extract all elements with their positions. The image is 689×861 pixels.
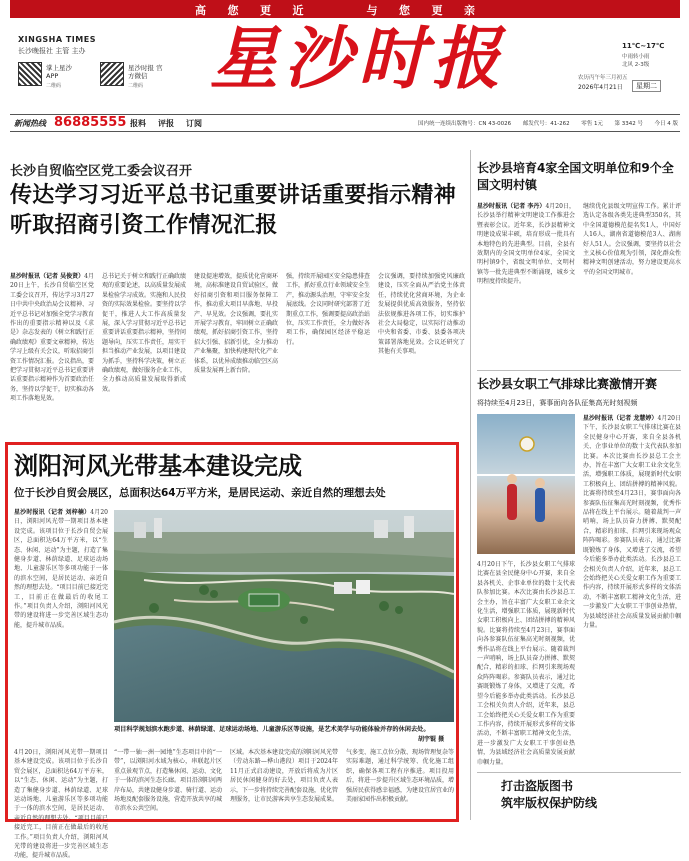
feature-photo	[114, 510, 454, 722]
lead-body	[10, 272, 465, 428]
paper-name-en: XINGSHA TIMES	[18, 35, 96, 44]
weekday: 星期二	[632, 80, 661, 92]
lead-column-2: 总书记关于树立和践行正确政绩观的重要论述，以高质量发展成果检验学习成效。实施和人民投资的实际效果检验。要坚持以学促干，推进人大工作高质量发展，深入学习贯彻习近平总书记重要讲话重要指示精神，坚持问题导向，压实工作责任，用实干担当推动产业发展，以项目建设为抓手，坚持科学决策，树立正确政绩观，做好服务企业工作，全力推动高质量发展取得新成效。	[102, 273, 187, 393]
slogan-char: 更	[431, 4, 443, 17]
lead-column-5: 会议强调，要持续加强党风廉政建设，压实全面从严治党主体责任，持续优化营商环境，为企业发展提供优质高效服务，坚持依法依规推进各项工作，切实维护社会大局稳定，以实际行动推动中央和省委、市委、县委各项决策部署落地见效。会议还研究了其他有关事项。	[378, 273, 465, 356]
right-story-1-headline: 长沙县培育4家全国文明单位和9个全国文明村镇	[477, 161, 674, 192]
feature-column-4: 气多变、施工点位分散、现场管理复杂等实际难题，通过科学统筹、优化施工组织，确保各项工程有序推进。项目投用后，将进一步提升区域生态环境品质，增强居民获得感幸福感，为建设宜居宜业的美丽家园作出积极贡献。	[346, 749, 455, 804]
bottom-right-headline-1: 打击盗版图书	[501, 779, 574, 793]
feature-intro	[14, 508, 108, 746]
wechat-label: 星沙时报 官方微信	[128, 64, 163, 80]
riverside-park-photo	[114, 510, 454, 722]
link-pingbao[interactable]: 评报	[158, 119, 174, 128]
feature-column-2: “一带一轴一洲一园地”生态项目中的“一带”，以浏阳河水域为核心，串联起片区重点景观节点，打造集休闲、运动、文化于一体的滨河生态长廊。项目沿浏阳河两岸布局，共建设健身步道、骑行道、运动场地及配套服务设施，营造开放共享的城市滨水公共空间。	[114, 749, 223, 813]
slogan-char: 与	[366, 4, 378, 17]
feature-story	[14, 448, 455, 860]
app-sub: 二维码	[46, 83, 62, 89]
wechat-qr-code[interactable]	[100, 62, 124, 86]
volleyball-photo	[477, 414, 575, 554]
info-bar	[10, 114, 680, 132]
right-story-1-col-2: 继续优化县级文明宣传工作。累计评选认定各级各类先进典型350名，其中全国道德模范提名奖1人，中国好人16人，湖南省道德模范3人、湖南好人51人。会议强调，要坚持以社会主义核心价值观为引领，深化群众性精神文明创建活动，努力建设更高水平的全国文明城市。	[583, 203, 681, 276]
feature-headline: 浏阳河风光带基本建设完成	[14, 452, 302, 480]
slogan-char: 高	[195, 4, 206, 17]
weather-desc: 中雨转小雨	[622, 54, 650, 60]
slogan-char: 您	[227, 4, 239, 17]
right-story-2-byline: 星沙时报讯（记者 龙慧婷）	[583, 415, 658, 422]
feature-column-3: 区域。本次基本建设完成的浏阳河风光带（劳动东路—桦山港段）项目于2024年11月正式启动建设，开放后将成为片区居民休闲健身的好去处，项目负责人表示，下一步将持续完善配套设施，优化管理服务，让市民游客共享生态发展成果。	[230, 749, 339, 804]
publication-meta	[418, 119, 678, 127]
lead-byline: 星沙时报讯（记者 吴俊贤）	[10, 273, 85, 280]
weather: 11℃~17℃	[622, 42, 665, 50]
right-story-2-subhead: 将持续至4月23日，赛事面向各队征集高光时刻视频	[477, 399, 638, 407]
wechat-sub: 二维码	[128, 83, 144, 89]
slogan-char: 更	[260, 4, 271, 17]
lead-story	[10, 160, 465, 430]
right-story-2	[477, 376, 681, 766]
paper-title: 星沙时报	[209, 20, 506, 99]
feature-column-1-text: 4月20日，浏阳河风光带一期项目基本建设完成。该项目位于长沙自贸会展区，总面积达64万平方米，以“生态、休闲、运动”为主题，打造了集健身步道、林荫绿道、足球运动场地、儿童游乐区等多项功能于一体的滨水空间，是居民运动、亲近自然的理想去处。“项目目前已接近完工，目前正在做最后的收尾工作。”项目负责人介绍，浏阳河风光带的建设将进一步完善区域生态功能，提升城市品质。	[14, 749, 108, 860]
meta-item: 国内统一连续出版物号：CN 43-0026	[418, 121, 512, 127]
masthead	[0, 0, 689, 112]
right-story-1-byline: 星沙时报讯（记者 李丹）	[477, 203, 546, 210]
meta-item: 第 3342 号	[614, 121, 643, 127]
weather-wind: 北风 2-3级	[622, 62, 650, 68]
link-baoliao[interactable]: 报料	[130, 119, 146, 128]
link-dingyue[interactable]: 订阅	[186, 119, 202, 128]
hotline-label: 新闻热线	[14, 119, 46, 128]
paper-subtitle: 长沙晚报社 主管 主办	[18, 47, 86, 55]
lead-kicker: 长沙自贸临空区党工委会议召开	[10, 164, 193, 179]
lead-headline-1: 传达学习习近平总书记重要讲话重要指示精神	[10, 183, 457, 208]
lead-column-3: 建设提速增效，提质优化营商环境，高标准建设自贸试验区，做好招商引资和项目服务保障工作，推动重大项目早落地、早投产、早见效。会议强调，要扎实开展学习教育，牢固树立正确政绩观，抓好招商引资工作，坚持招大引强、招新引优，全力推动产业集聚，加快构建现代化产业体系，以优异成绩推动临空区高质量发展再上新台阶。	[194, 273, 279, 375]
right-story-2-headline: 长沙县女职工气排球比赛激情开赛	[477, 377, 658, 391]
slogan-char: 您	[399, 4, 410, 17]
feature-subhead: 位于长沙自贸会展区，总面积达64万平方米，是居民运动、亲近自然的理想去处	[14, 487, 386, 499]
right-story-2-body-lower: 4月20日下午，长沙县女职工气排球比赛在县全民健身中心开赛，来自全县各机关、企事业单位的数十支代表队参加比赛。本次比赛由长沙县总工会主办，旨在丰富广大女职工业余文化生活，增强职工体质，展现新时代女职工积极向上、团结拼搏的精神风貌。比赛将持续至4月23日，赛事面向各参赛队伍征集高光时刻视频，优秀作品将在线上平台展示。随着裁判一声哨响，场上队员奋力拼搏、默契配合，精彩的扣球、拦网引来现场观众阵阵喝彩。参赛队员表示，通过比赛既锻炼了身体，又增进了交流，希望今后能多举办此类活动。长沙县总工会相关负责人介绍，近年来，县总工会始终把关心关爱女职工作为重要工作内容，持续开展形式多样的文体活动，不断丰富职工精神文化生活，进一步激发广大女职工干事创业热情，为县域经济社会高质量发展贡献巾帼力量。	[477, 561, 575, 766]
feature-intro-text: 4月20日，浏阳河风光带一期项目基本建设完成。该项目位于长沙自贸会展区，总面积达64万平方米，以“生态、休闲、运动”为主题，打造了集健身步道、林荫绿道、足球运动场地、儿童游乐区等多项功能于一体的滨水空间，是居民运动、亲近自然的理想去处。“项目目前已接近完工，目前正在做最后的收尾工作。”项目负责人介绍，浏阳河风光带的建设将进一步完善区域生态功能，提升城市品质。	[14, 509, 108, 629]
right-story-2-divider	[477, 370, 681, 371]
lead-headline-2: 听取招商引资工作情况汇报	[10, 213, 278, 238]
meta-item: 零售 1元	[581, 121, 603, 127]
bottom-right-headline-2: 筑牢版权保护防线	[501, 796, 598, 810]
right-story-2-text: 4月20日下午，长沙县女职工气排球比赛在县全民健身中心开赛，来自全县各机关、企事业单位的数十支代表队参加比赛。本次比赛由长沙县总工会主办，旨在丰富广大女职工业余文化生活，增强职工体质，展现新时代女职工积极向上、团结拼搏的精神风貌。比赛将持续至4月23日，赛事面向各参赛队伍征集高光时刻视频，优秀作品将在线上平台展示。随着裁判一声哨响，场上队员奋力拼搏、默契配合，精彩的扣球、拦网引来现场观众阵阵喝彩。参赛队员表示，通过比赛既锻炼了身体，又增进了交流，希望今后能多举办此类活动。长沙县总工会相关负责人介绍，近年来，县总工会始终把关心关爱女职工作为重要工作内容，持续开展形式多样的文体活动，不断丰富职工精神文化生活，进一步激发广大女职工干事创业热情，为县域经济社会高质量发展贡献巾帼力量。	[583, 415, 682, 629]
meta-item: 今日 4 版	[654, 121, 678, 127]
right-story-1-text: 4月20日，长沙县举行精神文明建设工作推进会暨表彰会议。近年来，长沙县精神文明建设成果丰硕，培育形成一批具有本地特色的先进典型。目前，全县有效期内的全国文明单位4家，全国文明村镇9个，省级文明单位、文明村镇等一批先进典型不断涌现，城乡文明程度持续提升。	[477, 203, 576, 286]
lunar-date: 农历丙午年三月初五	[578, 75, 628, 81]
slogan-char: 近	[292, 4, 304, 17]
lead-column-text: 4月20日上午，长沙自贸临空区党工委会议召开，传达学习3月27日中共中央政治局会议精神、习近平总书记对加强全党学习教育作出的重要指示精神以及《求是》杂志发表的《树立和践行正确政绩观》重要文章精神，传达学习上级有关会议，听取招商引资工作情况汇报。会议指出，要把学习贯彻习近平总书记重要讲话重要指示精神作为首要政治任务，坚持以学促干，切实推动各项工作落地见效。	[10, 273, 95, 403]
feature-byline: 星沙时报讯（记者 刘梓楠）	[14, 509, 91, 516]
bottom-right-divider	[477, 772, 681, 773]
meta-item: 邮发代号：41-262	[522, 121, 570, 127]
slogan	[195, 2, 475, 16]
photo-caption: 项目科学规划滨水跑步道、林荫绿道、足球运动场地、儿童游乐区等设施，是艺术美学与功能体验并存的休闲去处。	[114, 726, 430, 733]
photo-credit: 胡宇锟 摄	[418, 736, 445, 743]
app-qr-code[interactable]	[18, 62, 42, 86]
app-label: 掌上星沙 APP	[46, 64, 72, 80]
lead-column-4: 强，持续开展园区安全隐患排查工作，抓好重点行业领域安全生产，推动源头治理，守牢安全发展底线。会议同时研究部署了近期重点工作，强调要提高政治站位，压实工作责任，全力做好各项工作，确保园区经济平稳运行。	[286, 273, 371, 346]
feature-column-1	[14, 748, 108, 860]
lead-column-1	[10, 272, 94, 428]
issue-date: 2026年4月21日	[578, 84, 623, 91]
slogan-char: 亲	[464, 4, 475, 17]
right-story-2-body	[583, 414, 681, 762]
hotline-number[interactable]: 86885555	[54, 115, 127, 130]
right-story-1-col-1	[477, 202, 575, 362]
right-story-1	[477, 160, 681, 365]
column-divider	[470, 150, 471, 820]
right-story-2-photo	[477, 414, 575, 554]
